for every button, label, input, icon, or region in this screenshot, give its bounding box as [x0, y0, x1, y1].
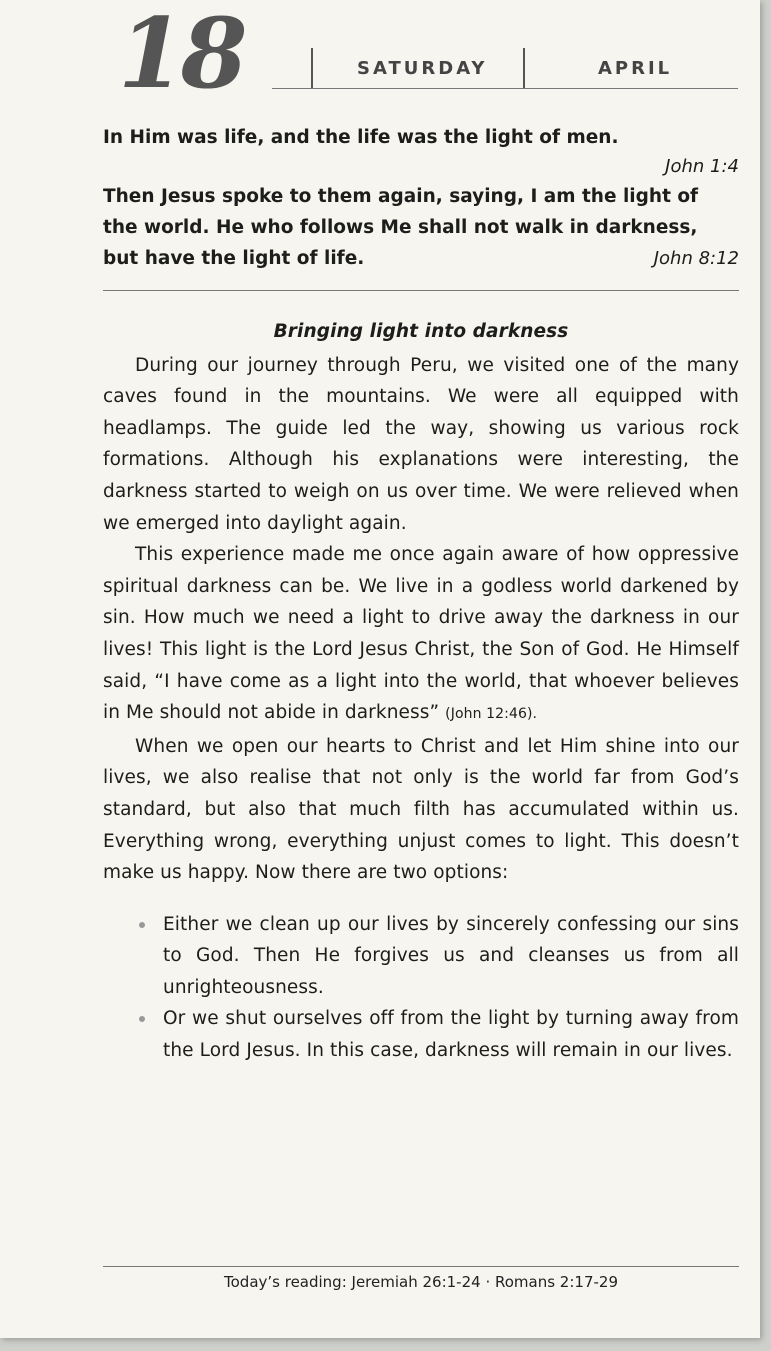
verse-text-content: Then Jesus spoke to them again, saying, I am the light of the world. He who follows Me shall not walk in darkness, but have the light of life. [103, 186, 699, 269]
list-item [103, 1003, 739, 1066]
verse-reference: John 1:4 [665, 156, 739, 177]
paragraph: When we open our hearts to Christ and let Him shine into our lives, we also realise that not only is the world far from God’s standard, but also that much filth has accumulated within us. Everything wrong, everything unjust comes to light. This doesn’t make us happy. Now there are two options: [103, 735, 739, 884]
verse-text [103, 181, 739, 274]
daily-reading: Today’s reading: Jeremiah 26:1-24 · Romans 2:17-29 [224, 1273, 618, 1291]
header-rule [272, 88, 738, 89]
bullet-icon [139, 1016, 145, 1022]
header-divider [523, 48, 525, 88]
day-number: 18 [118, 0, 244, 110]
weekday-label: SATURDAY [357, 58, 488, 79]
paragraph: During our journey through Peru, we visited one of the many caves found in the mountains. We were all equipped with headlamps. The guide led the way, showing us various rock formations. Although his explanations were interesting, the darkness started to weigh on us over time. We were relieved when we emerged into daylight again. [103, 354, 739, 534]
verse-text: In Him was life, and the life was the light of men. [103, 127, 619, 148]
bullet-icon [139, 922, 145, 928]
month-label: APRIL [598, 58, 673, 79]
section-divider [103, 290, 739, 291]
list-item [103, 909, 739, 1004]
header-divider [311, 48, 313, 88]
scripture-verses [103, 122, 739, 274]
list-item-text: Or we shut ourselves off from the light by turning away from the Lord Jesus. In this case, darkness will remain in our lives. [163, 1008, 739, 1062]
list-item-text: Either we clean up our lives by sincerely confessing our sins to God. Then He forgives us and cleanses us from all unrighteousness. [163, 913, 739, 998]
inline-reference: (John 12:46). [445, 706, 538, 723]
verse-reference: John 8:12 [653, 248, 739, 269]
options-list [103, 909, 739, 1067]
paragraph-text: This experience made me once again aware of how oppressive spiritual darkness can be. We live in a godless world darkened by sin. How much we need a light to drive away the darkness in our lives! This light is the Lord Jesus Christ, the Son of God. He Himself said, “I have come as a light into the world, that whoever believes in Me should not abide in darkness” [103, 544, 739, 724]
devotional-body [103, 316, 739, 1067]
devotional-title: Bringing light into darkness [273, 321, 569, 342]
footer-divider [103, 1266, 739, 1267]
paragraph [103, 539, 739, 731]
